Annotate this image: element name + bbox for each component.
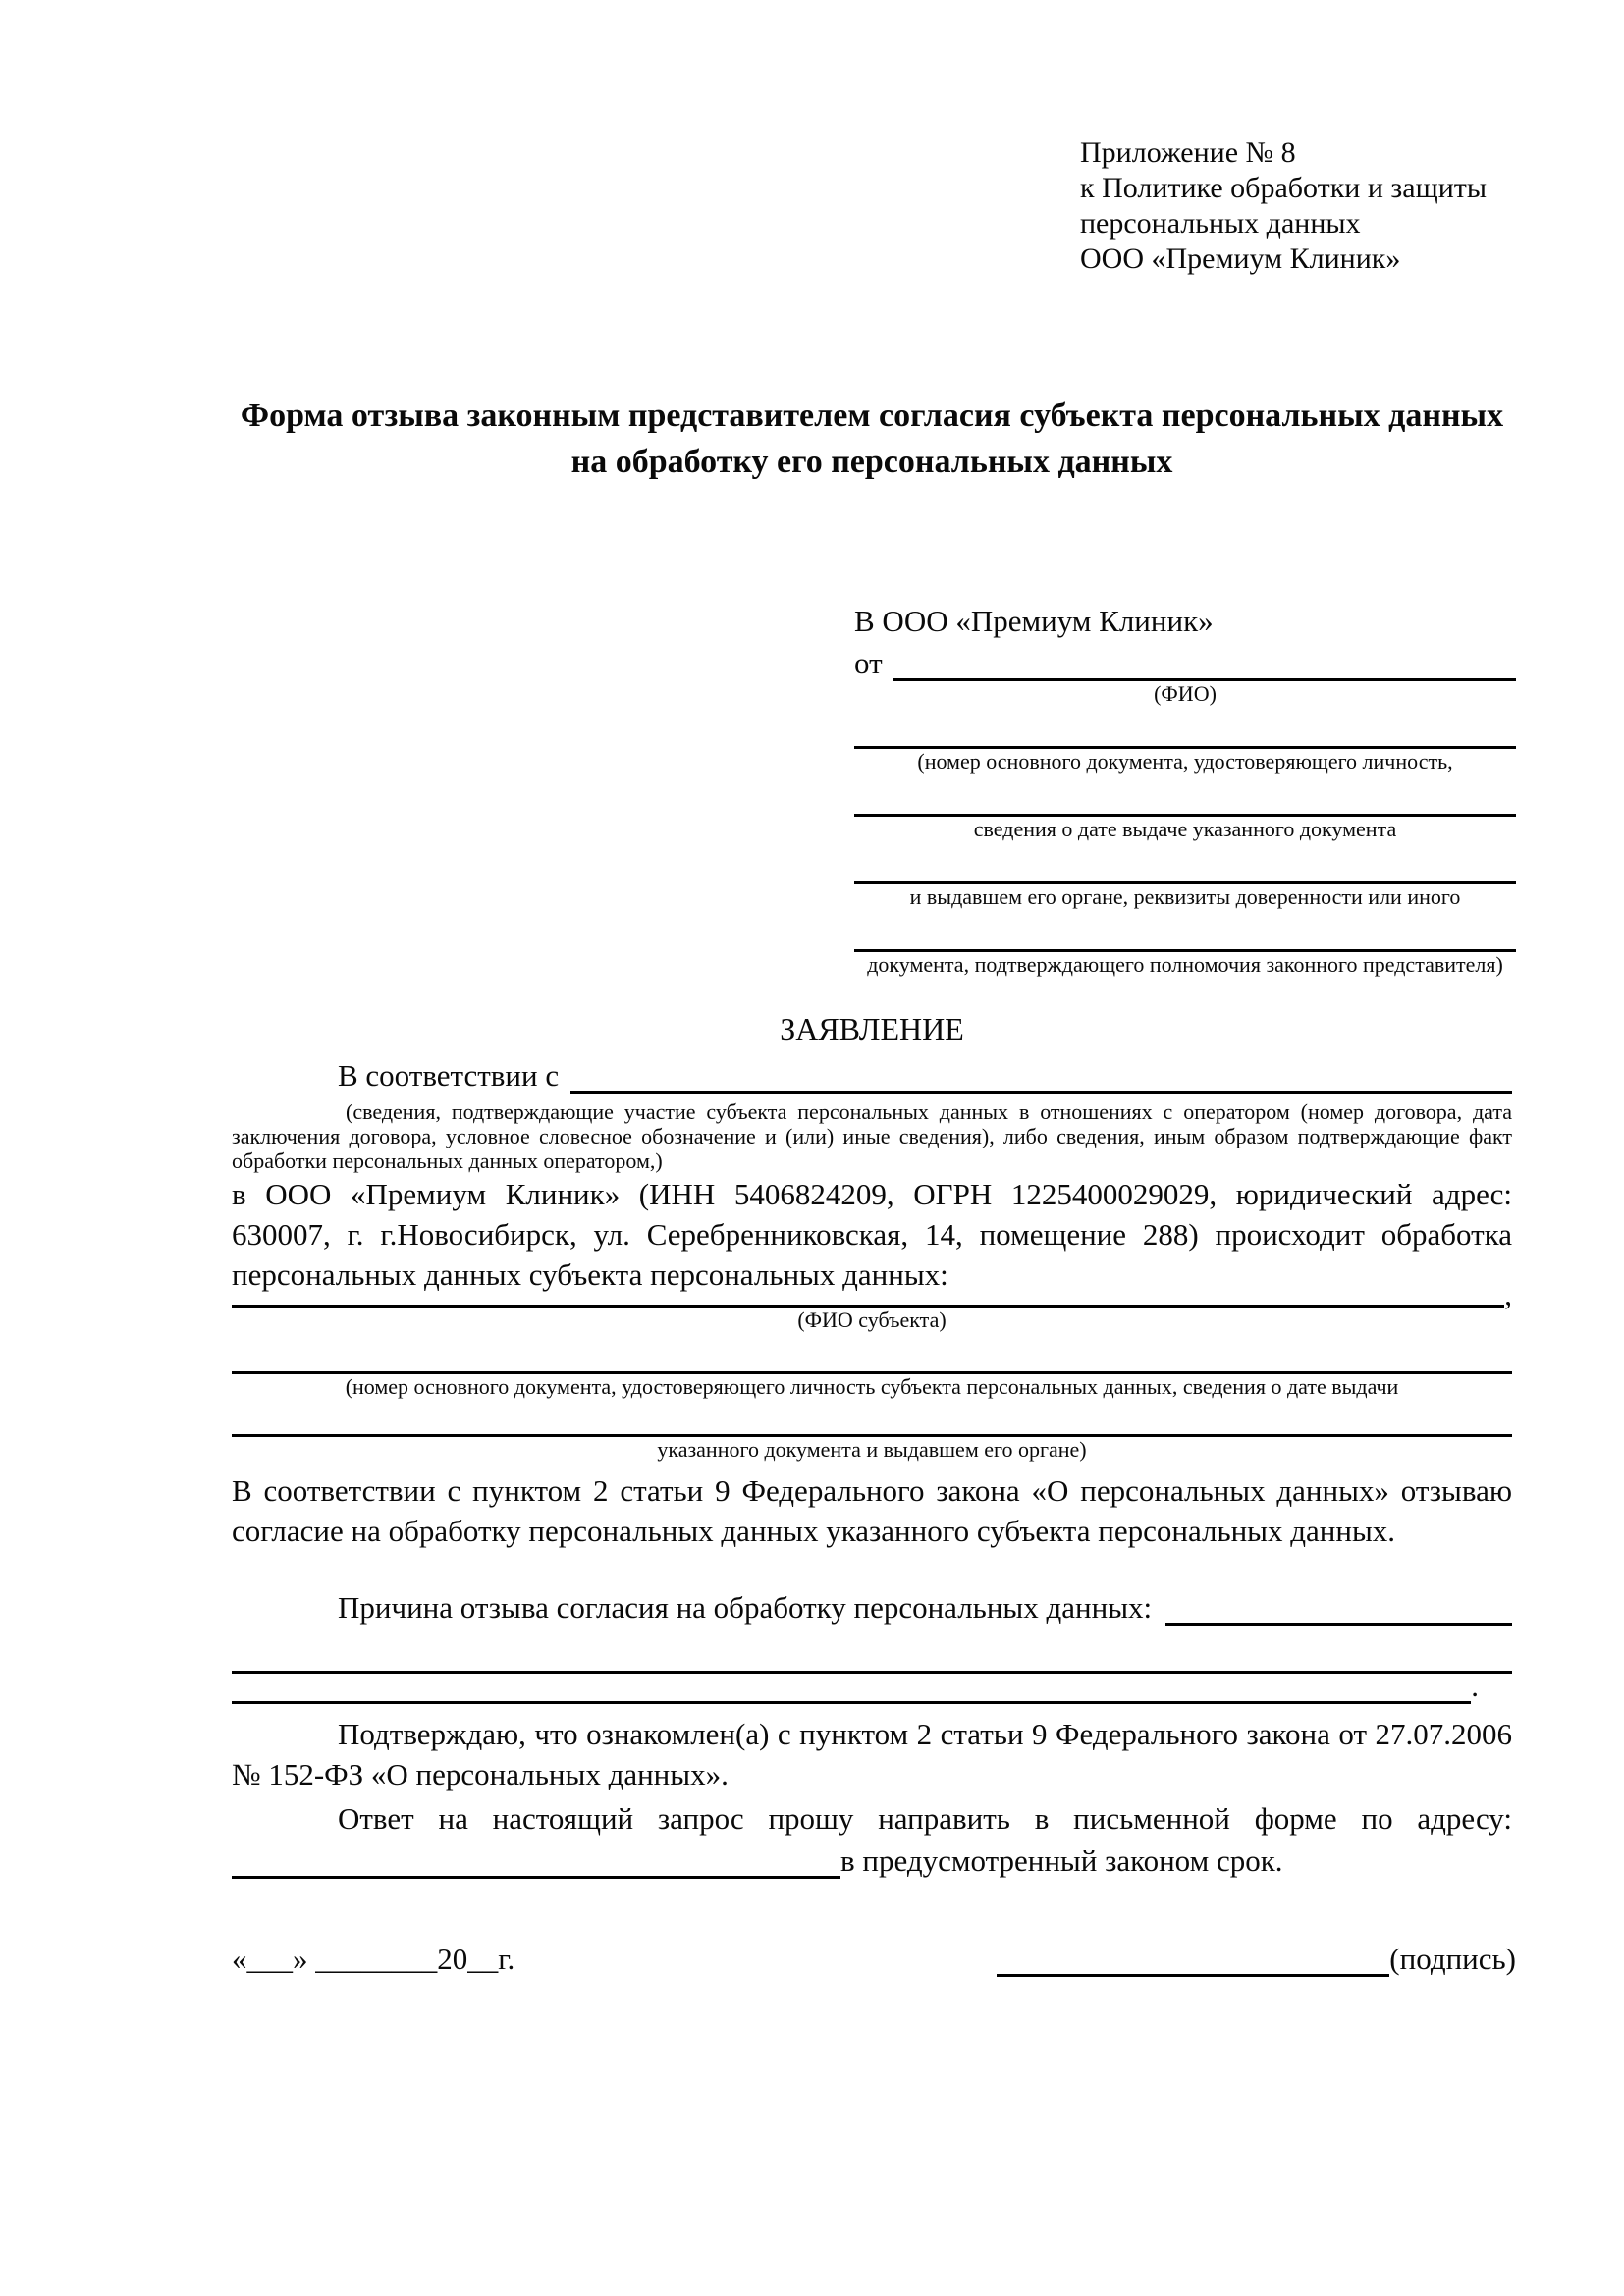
signature-area	[997, 1942, 1516, 1977]
response-address-row	[232, 1839, 1512, 1879]
subject-fio-field	[232, 1276, 1512, 1333]
fio-caption: (ФИО)	[1154, 681, 1217, 706]
subject-doc-caption-2: указанного документа и выдавшем его органе)	[657, 1437, 1087, 1462]
blank-line-caption: (номер основного документа, удостоверяющего личность,	[917, 749, 1453, 774]
subject-doc-caption-1: (номер основного документа, удостоверяющего личность субъекта персональных данных, сведения о дате выдачи	[345, 1374, 1399, 1399]
addressee-block	[854, 601, 1516, 978]
subject-doc-blank-row-1	[232, 1341, 1512, 1374]
reason-row	[232, 1590, 1512, 1626]
signature-caption: (подпись)	[1389, 1942, 1516, 1976]
appendix-note-line-4: ООО «Премиум Клиник»	[1080, 242, 1401, 275]
response-request-line: Ответ на настоящий запрос прошу направить в письменной форме по адресу:	[338, 1801, 1512, 1836]
basis-caption: (сведения, подтверждающие участие субъекта персональных данных в отношениях с оператором (номер договора, дата заключения договора, условное словесное обозначение и (или) иные сведения), либо сведения, иным образом подтверждающие факт обработки персональных данных оператором,)	[232, 1099, 1512, 1173]
statement-intro-row	[232, 1058, 1512, 1094]
blank-line	[854, 774, 1516, 817]
operator-paragraph: в ООО «Премиум Клиник» (ИНН 5406824209, ОГРН 1225400029029, юридический адрес: 630007, г. г.Новосибирск, ул. Серебренниковская, 14, помещение 288) происходит обработка персональных данных субъекта персональных данных:	[232, 1177, 1512, 1292]
from-label: от	[854, 646, 883, 680]
reason-continuation-line-1	[232, 1637, 1512, 1674]
signature-blank-line	[997, 1974, 1389, 1977]
appendix-note-line-1: Приложение № 8	[1080, 136, 1296, 169]
blank-line	[854, 910, 1516, 952]
reason-continuation-blank-line	[232, 1701, 1471, 1704]
withdrawal-paragraph: В соответствии с пунктом 2 статьи 9 Федерального закона «О персональных данных» отзываю согласие на обработку персональных данных указанного субъекта персональных данных.	[232, 1473, 1512, 1548]
date-blank: «___» ________20__г.	[232, 1942, 515, 1976]
addressee-organization: В ООО «Премиум Клиник»	[854, 604, 1214, 638]
reason-label: Причина отзыва согласия на обработку персональных данных:	[338, 1590, 1153, 1625]
subject-fio-blank-row	[232, 1276, 1512, 1311]
footer-row	[232, 1942, 1516, 1977]
reason-blank-line	[1165, 1623, 1512, 1626]
statement-heading: ЗАЯВЛЕНИЕ	[780, 1011, 964, 1046]
blank-line-caption: сведения о дате выдаче указанного документа	[973, 817, 1397, 841]
acknowledgement-paragraph: Подтверждаю, что ознакомлен(а) с пунктом 2 статьи 9 Федерального закона от 27.07.2006 № 152-ФЗ «О персональных данных».	[232, 1717, 1512, 1791]
document-title: Форма отзыва законным представителем согласия субъекта персональных данных на обработку его персональных данных	[240, 398, 1504, 480]
appendix-note	[1080, 135, 1542, 277]
representative-doc-field-2	[854, 774, 1516, 842]
blank-line	[854, 842, 1516, 884]
blank-line-caption: и выдавшем его органе, реквизиты доверенности или иного	[909, 884, 1461, 909]
trailing-period: .	[1471, 1669, 1479, 1703]
representative-doc-field-3	[854, 842, 1516, 910]
subject-doc-field-2	[232, 1406, 1512, 1463]
blank-line	[854, 707, 1516, 749]
reason-continuation-line-2	[232, 1669, 1479, 1704]
subject-doc-field-1	[232, 1341, 1512, 1400]
address-blank-line	[232, 1876, 840, 1879]
response-block	[232, 1798, 1512, 1879]
representative-doc-field-4	[854, 910, 1516, 978]
intro-prefix: В соответствии с	[338, 1058, 560, 1093]
trailing-comma: ,	[1504, 1277, 1512, 1311]
blank-line-caption: документа, подтверждающего полномочия законного представителя)	[867, 952, 1503, 977]
appendix-note-line-2: к Политике обработки и защиты	[1080, 172, 1488, 204]
appendix-note-line-3: персональных данных	[1080, 207, 1361, 240]
addressee-from-row	[854, 642, 1516, 681]
representative-doc-field-1	[854, 707, 1516, 774]
response-suffix: в предусмотренный законом срок.	[840, 1843, 1283, 1878]
basis-blank-line	[570, 1091, 1512, 1094]
subject-doc-blank-row-2	[232, 1406, 1512, 1437]
subject-fio-caption: (ФИО субъекта)	[797, 1308, 947, 1332]
